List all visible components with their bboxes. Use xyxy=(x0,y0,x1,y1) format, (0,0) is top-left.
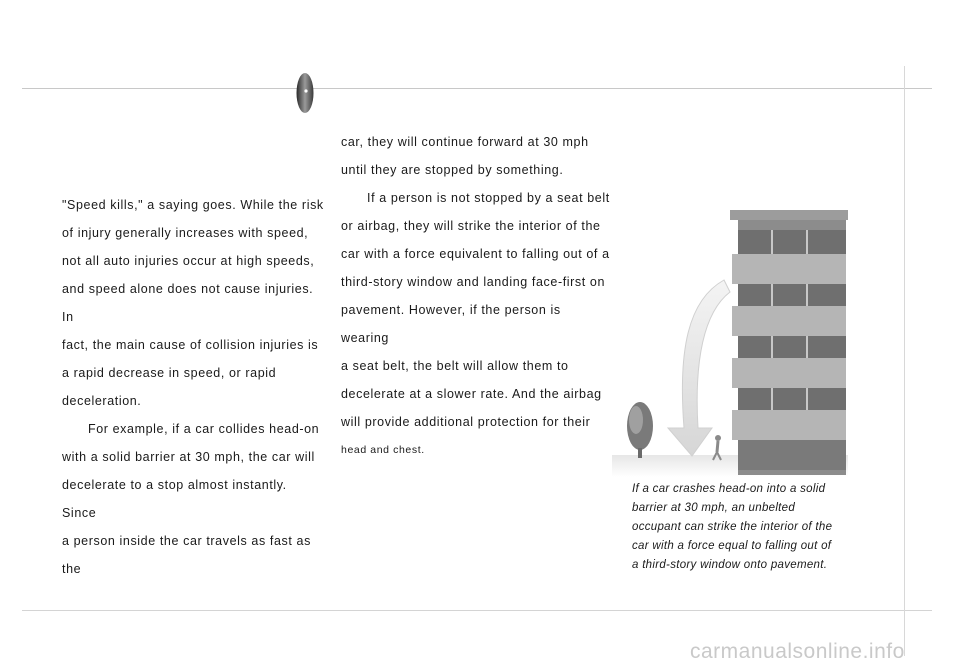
tree xyxy=(627,402,653,458)
body-line: not all auto injuries occur at high speeds, xyxy=(62,254,315,268)
body-line: of injury generally increases with speed, xyxy=(62,226,309,240)
body-line: decelerate to a stop almost instantly. Since xyxy=(62,478,287,520)
top-rule xyxy=(22,88,932,89)
body-line: decelerate at a slower rate. And the airbag xyxy=(341,387,602,401)
body-line: with a solid barrier at 30 mph, the car will xyxy=(62,450,315,464)
body-line: third-story window and landing face-first on xyxy=(341,275,606,289)
body-line: a seat belt, the belt will allow them to xyxy=(341,359,569,373)
body-line-text: If a person is not stopped by a seat belt xyxy=(367,191,610,205)
body-line: car, they will continue forward at 30 mph xyxy=(341,135,589,149)
body-line: car with a force equivalent to falling out of a xyxy=(341,247,610,261)
body-line: "Speed kills," a saying goes. While the risk xyxy=(62,198,324,212)
fall-arrow xyxy=(668,280,730,456)
body-line: deceleration. xyxy=(62,394,142,408)
body-line: until they are stopped by something. xyxy=(341,163,564,177)
figure-caption xyxy=(632,480,862,575)
body-line: head and chest. xyxy=(341,444,425,456)
bottom-rule xyxy=(22,610,932,611)
caption-line: car with a force equal to falling out of xyxy=(632,540,832,552)
building xyxy=(730,210,848,475)
body-line: fact, the main cause of collision injuries is xyxy=(62,338,319,352)
body-line-indented xyxy=(341,184,611,212)
body-line: will provide additional protection for their xyxy=(341,415,591,429)
caption-line: If a car crashes head-on into a solid xyxy=(632,483,826,495)
caption-line: occupant can strike the interior of the xyxy=(632,521,833,533)
right-margin-rule xyxy=(904,66,905,656)
body-line-text: For example, if a car collides head-on xyxy=(88,422,320,436)
caption-line: a third-story window onto pavement. xyxy=(632,559,828,571)
body-line: or airbag, they will strike the interior of the xyxy=(341,219,601,233)
caption-line: barrier at 30 mph, an unbelted xyxy=(632,502,796,514)
site-watermark: carmanualsonline.info xyxy=(690,640,905,663)
body-line: a person inside the car travels as fast as the xyxy=(62,534,311,576)
middle-text-column xyxy=(341,128,611,464)
body-line: a rapid decrease in speed, or rapid xyxy=(62,366,277,380)
section-tab-icon xyxy=(296,72,314,114)
body-line: pavement. However, if the person is wearing xyxy=(341,303,561,345)
left-text-column xyxy=(62,191,324,583)
fall-illustration xyxy=(612,200,852,480)
body-line-indented xyxy=(62,415,324,443)
body-line: and speed alone does not cause injuries. In xyxy=(62,282,314,324)
